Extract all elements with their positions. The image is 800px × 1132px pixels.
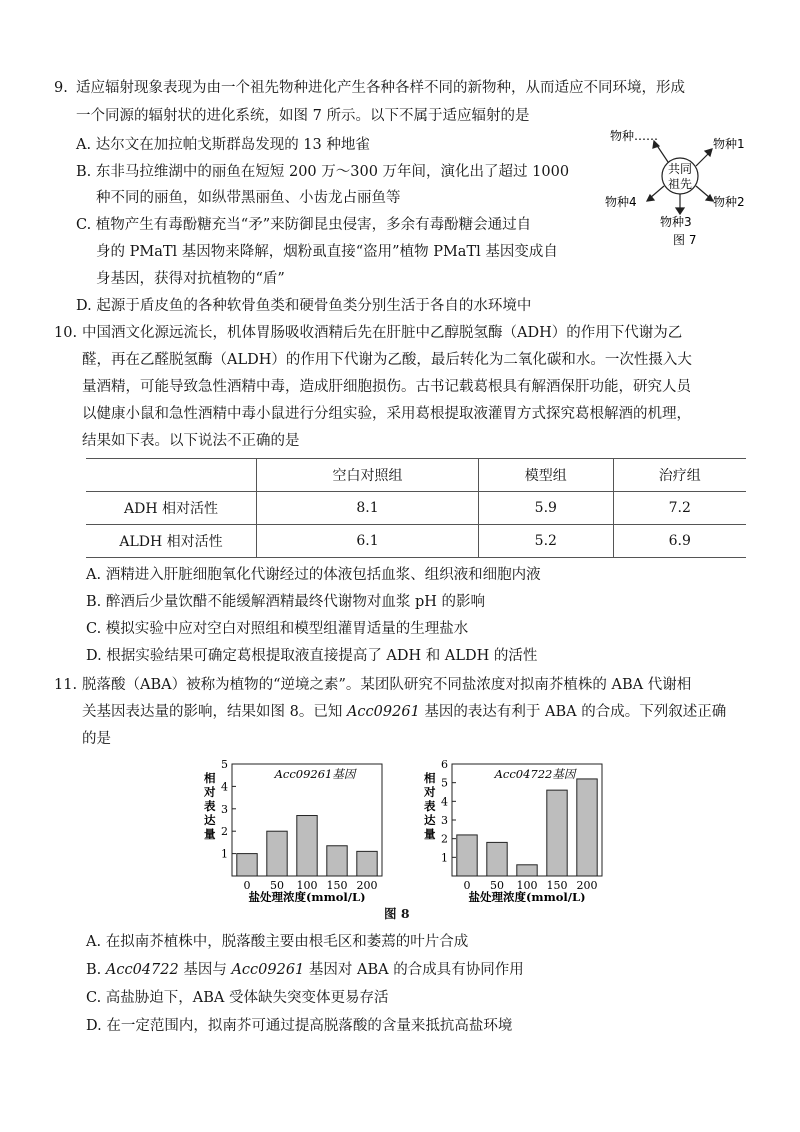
x-tick-label: 150: [326, 879, 348, 892]
bar: [547, 790, 567, 876]
question-11-stem-line1: 脱落酸（ABA）被称为植物的“逆境之素”。某团队研究不同盐浓度对拟南芥植株的 ABA 代谢相: [82, 677, 692, 693]
y-axis-label-char: 相: [424, 771, 436, 785]
question-11-option-d: D. 在一定范围内，拟南芥可通过提高脱落酸的含量来抵抗高盐环境: [86, 1018, 513, 1034]
y-tick-label: 1: [221, 847, 228, 861]
bar: [457, 835, 477, 876]
x-tick-label: 50: [270, 879, 284, 892]
table-cell: ALDH 相对活性: [86, 525, 257, 558]
y-tick-label: 3: [441, 814, 448, 827]
table-row: [86, 492, 746, 525]
arrowhead-species3: [676, 208, 684, 214]
question-9-option-d: D. 起源于盾皮鱼的各种软骨鱼类和硬骨鱼类分别生活于各自的水环境中: [76, 298, 532, 314]
y-axis-label-char: 量: [204, 827, 216, 841]
question-9-option-c-line2: 身的 PMaTl 基因物来降解，烟粉虱直接“盗用”植物 PMaTl 基因变成自: [96, 244, 558, 260]
table-cell: 6.1: [257, 525, 479, 558]
table-header-cell: 空白对照组: [257, 459, 479, 492]
gene-name: Acc09261: [231, 962, 305, 978]
question-11-option-a: A. 在拟南芥植株中，脱落酸主要由根毛区和萎蔫的叶片合成: [86, 934, 469, 950]
bar: [237, 854, 257, 876]
y-axis-label-char: 表: [204, 799, 216, 813]
y-axis-label-char: 对: [204, 785, 216, 799]
chart-title: Acc09261基因: [274, 767, 356, 781]
question-9-stem-line2: 一个同源的辐射状的进化系统，如图 7 所示。以下不属于适应辐射的是: [76, 108, 530, 124]
table-cell: 6.9: [613, 525, 746, 558]
question-9-option-b-line1: B. 东非马拉维湖中的丽鱼在短短 200 万～300 万年间，演化出了超过 1000: [76, 164, 570, 180]
acc09261-bar-chart: [196, 752, 386, 902]
bar: [357, 851, 377, 876]
question-9-option-c-line3: 身基因，获得对抗植物的“盾”: [96, 271, 285, 287]
table-cell: 8.1: [257, 492, 479, 525]
x-tick-label: 150: [546, 879, 568, 892]
bar: [267, 831, 287, 876]
y-tick-label: 2: [441, 832, 448, 846]
x-tick-label: 100: [516, 879, 538, 892]
y-axis-label-char: 对: [424, 785, 436, 799]
y-tick-label: 3: [221, 802, 228, 816]
bar: [517, 865, 537, 876]
question-9-option-c-line1: C. 植物产生有毒酚糖充当“矛”来防御昆虫侵害，多余有毒酚糖会通过自: [76, 217, 532, 233]
option-text: 基因对 ABA 的合成具有协同作用: [304, 962, 524, 978]
x-tick-label: 0: [463, 879, 471, 892]
y-tick-label: 6: [441, 758, 448, 771]
bar: [297, 816, 317, 876]
species3-label: 物种3: [660, 215, 692, 229]
x-tick-label: 200: [356, 879, 378, 892]
chart-title: Acc04722基因: [494, 767, 576, 781]
y-axis-label-char: 相: [204, 771, 216, 785]
question-11-number: 11.: [54, 677, 78, 693]
question-10-option-c: C. 模拟实验中应对空白对照组和模型组灌胃适量的生理盐水: [86, 621, 469, 637]
x-tick-label: 200: [576, 879, 598, 892]
question-10-option-a: A. 酒精进入肝脏细胞氧化代谢经过的体液包括血浆、组织液和细胞内液: [86, 567, 541, 583]
table-header-row: [86, 459, 746, 492]
enzyme-activity-table: [86, 458, 746, 558]
gene-name: Acc09261: [346, 704, 420, 720]
y-axis-label-char: 量: [424, 827, 436, 841]
table-cell: 5.9: [479, 492, 613, 525]
question-10-stem-line5: 结果如下表。以下说法不正确的是: [82, 433, 300, 449]
y-tick-label: 5: [221, 758, 228, 771]
question-10-option-b: B. 醉酒后少量饮醋不能缓解酒精最终代谢物对血浆 pH 的影响: [86, 594, 486, 610]
bar: [577, 779, 597, 876]
question-10-stem-line1: 中国酒文化源远流长，机体胃肠吸收酒精后先在肝脏中乙醇脱氢酶（ADH）的作用下代谢为乙: [82, 325, 683, 341]
figure-8-caption: 图 8: [384, 906, 410, 921]
y-axis-label-char: 达: [424, 813, 436, 827]
table-cell: 7.2: [613, 492, 746, 525]
species2-label: 物种2: [713, 195, 745, 209]
table-cell: 5.2: [479, 525, 613, 558]
x-tick-label: 50: [490, 879, 504, 892]
stem-text: 基因的表达有利于 ABA 的合成。下列叙述正确: [419, 704, 727, 720]
x-tick-label: 100: [296, 879, 318, 892]
y-tick-label: 5: [441, 776, 448, 790]
ancestor-label-line1: 共同: [667, 162, 693, 176]
question-11-option-c: C. 高盐胁迫下，ABA 受体缺失突变体更易存活: [86, 990, 389, 1006]
question-9-number: 9.: [54, 80, 68, 96]
question-10-stem-line4: 以健康小鼠和急性酒精中毒小鼠进行分组实验，采用葛根提取液灌胃方式探究葛根解酒的机理，: [82, 406, 691, 422]
figure-7-radiation-diagram: [600, 128, 760, 258]
y-tick-label: 2: [221, 825, 228, 839]
arrow-to-species2: [696, 186, 710, 198]
question-10-stem-line2: 醛，再在乙醛脱氢酶（ALDH）的作用下代谢为乙酸，最后转化为二氧化碳和水。一次性摄入大: [82, 352, 692, 368]
ancestor-label-line2: 祖先: [667, 177, 693, 191]
question-9-option-a: A. 达尔文在加拉帕戈斯群岛发现的 13 种地雀: [76, 137, 370, 153]
table-header-cell: 治疗组: [613, 459, 746, 492]
question-10-option-d: D. 根据实验结果可确定葛根提取液直接提高了 ADH 和 ALDH 的活性: [86, 648, 538, 664]
option-text: 基因与: [178, 962, 232, 978]
table-header-cell: [86, 459, 257, 492]
arrowhead-species1: [705, 149, 712, 156]
question-11-option-b: [86, 960, 524, 980]
figure-7-caption: 图 7: [673, 233, 697, 247]
question-10-number: 10.: [54, 325, 78, 341]
question-10-stem-line3: 量酒精，可能导致急性酒精中毒，造成肝细胞损伤。古书记载葛根具有解酒保肝功能，研究人员: [82, 379, 691, 395]
option-prefix: B.: [86, 962, 106, 978]
bar: [327, 846, 347, 876]
y-tick-label: 1: [441, 851, 448, 865]
question-9-option-b-line2: 种不同的丽鱼，如纵带黑丽鱼、小齿龙占丽鱼等: [96, 190, 401, 206]
acc04722-bar-chart: [416, 752, 606, 902]
y-axis-label-char: 达: [204, 813, 216, 827]
stem-text: 关基因表达量的影响，结果如图 8。已知: [82, 704, 347, 720]
species-dots-label: 物种……: [610, 129, 659, 143]
y-tick-label: 4: [441, 795, 448, 809]
bar: [487, 842, 507, 876]
x-tick-label: 0: [243, 879, 251, 892]
species1-label: 物种1: [713, 137, 745, 151]
question-11-stem-line3: 的是: [82, 731, 111, 747]
question-9-stem-line1: 适应辐射现象表现为由一个祖先物种进化产生各种各样不同的新物种，从而适应不同环境，形成: [76, 80, 685, 96]
gene-name: Acc04722: [105, 962, 179, 978]
x-axis-label: 盐处理浓度(mmol/L): [248, 890, 366, 902]
table-cell: ADH 相对活性: [86, 492, 257, 525]
y-tick-label: 4: [221, 780, 228, 794]
table-row: [86, 525, 746, 558]
species4-label: 物种4: [605, 195, 637, 209]
y-axis-label-char: 表: [424, 799, 436, 813]
x-axis-label: 盐处理浓度(mmol/L): [468, 890, 586, 902]
arrow-to-species4: [650, 186, 664, 198]
table-header-cell: 模型组: [479, 459, 613, 492]
question-11-stem-line2: [82, 702, 726, 722]
